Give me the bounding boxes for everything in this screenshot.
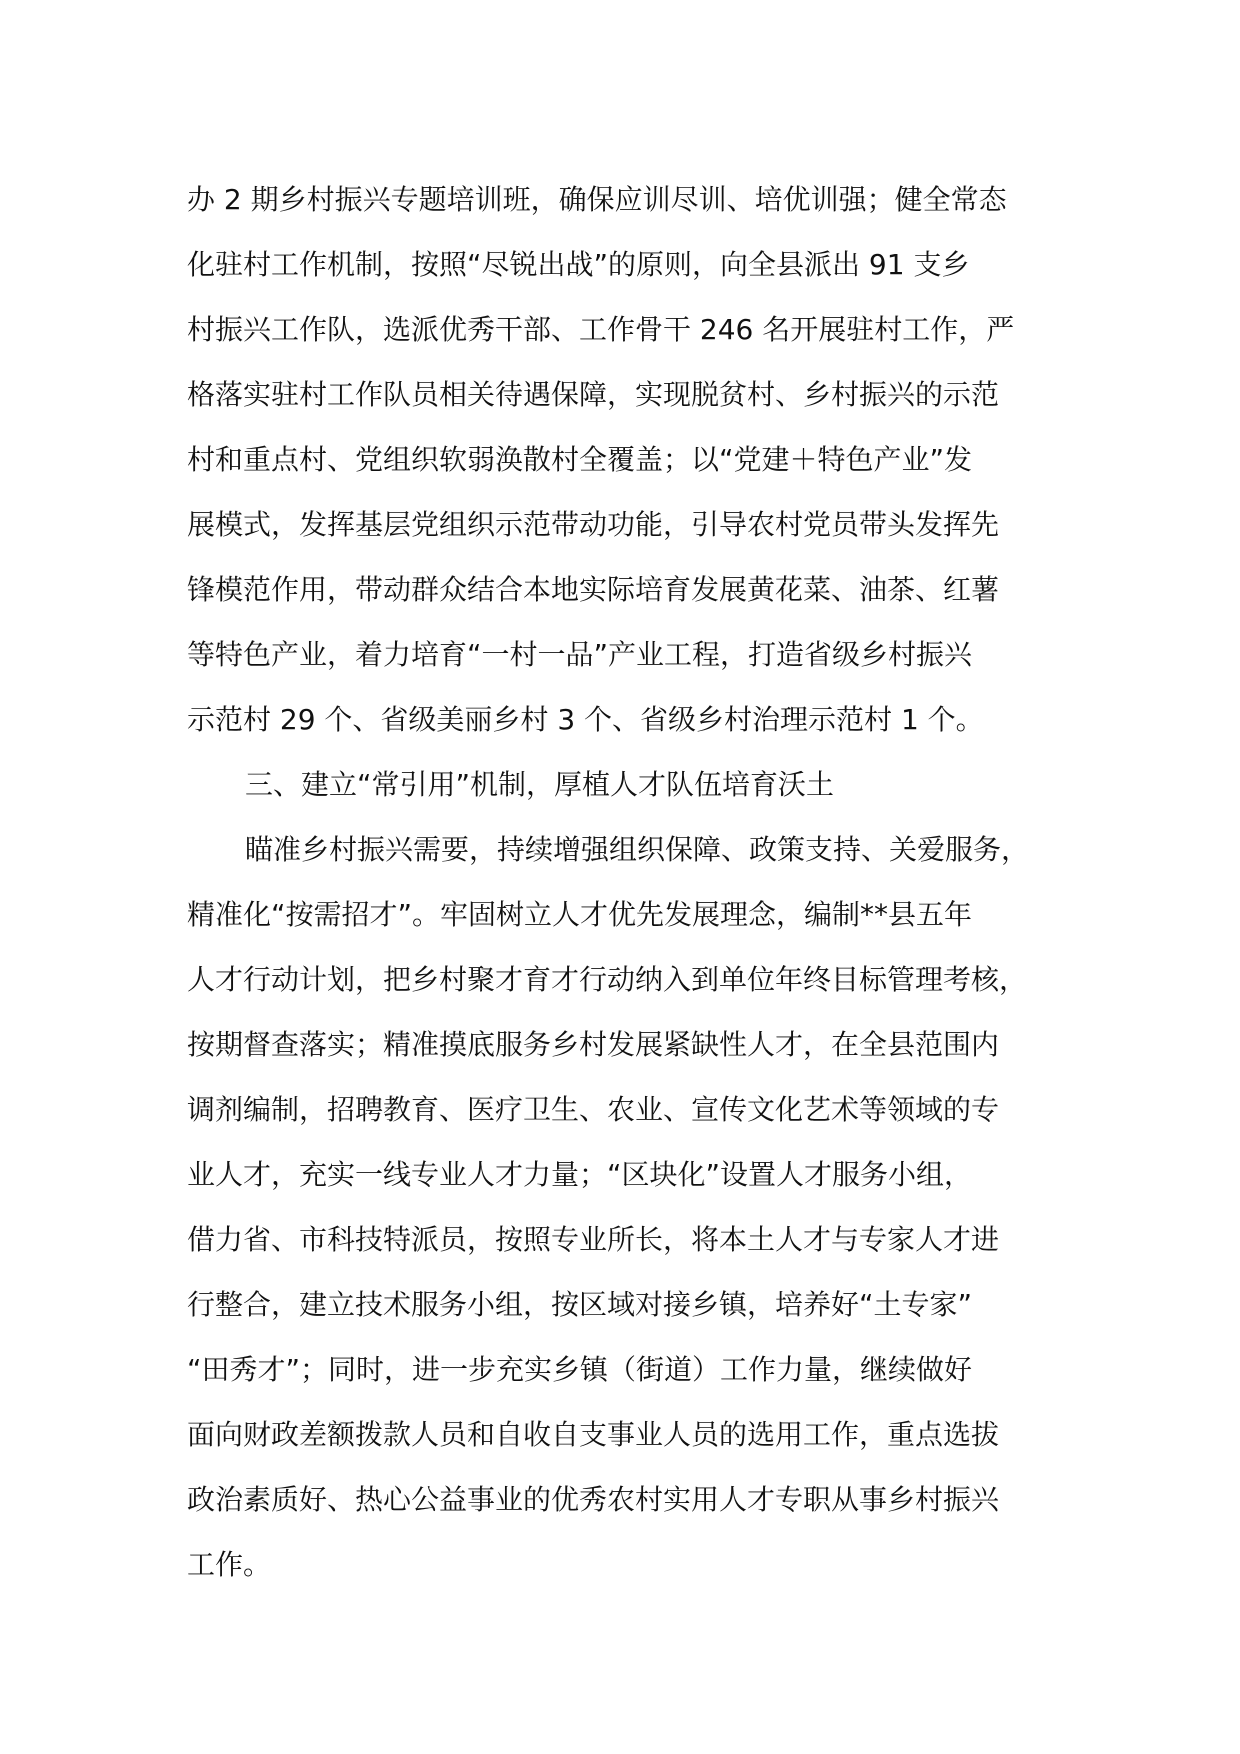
text-line: 政治素质好、热心公益事业的优秀农村实用人才专职从事乡村振兴 [187, 1483, 1000, 1516]
text-line: 行整合，建立技术服务小组，按区域对接乡镇，培养好“土专家” [187, 1288, 973, 1321]
text-line: 等特色产业，着力培育“一村一品”产业工程，打造省级乡村振兴 [187, 638, 973, 671]
text-line: 展模式，发挥基层党组织示范带动功能，引导农村党员带头发挥先 [187, 508, 1000, 541]
text-line: 格落实驻村工作队员相关待遇保障，实现脱贫村、乡村振兴的示范 [187, 378, 1000, 411]
text-line: 业人才，充实一线专业人才力量；“区块化”设置人才服务小组， [187, 1158, 973, 1191]
text-line: 化驻村工作机制，按照“尽锐出战”的原则，向全县派出 91 支乡 [187, 248, 970, 281]
text-line: 示范村 29 个、省级美丽乡村 3 个、省级乡村治理示范村 1 个。 [187, 703, 984, 736]
text-line: 人才行动计划，把乡村聚才育才行动纳入到单位年终目标管理考核， [187, 963, 1028, 996]
text-line: 工作。 [187, 1548, 272, 1581]
text-line: 精准化“按需招才”。牢固树立人才优先发展理念，编制**县五年 [187, 898, 973, 931]
text-line: 借力省、市科技特派员，按照专业所长，将本土人才与专家人才进 [187, 1223, 1000, 1256]
text-line: 锋模范作用，带动群众结合本地实际培育发展黄花菜、油茶、红薯 [187, 573, 1000, 606]
text-line: 调剂编制，招聘教育、医疗卫生、农业、宣传文化艺术等领域的专 [187, 1093, 1000, 1126]
document-body [187, 167, 1067, 1597]
text-line: 面向财政差额拨款人员和自收自支事业人员的选用工作，重点选拔 [187, 1418, 1000, 1451]
text-line: “田秀才”；同时，进一步充实乡镇（街道）工作力量，继续做好 [187, 1353, 973, 1386]
text-line: 按期督查落实；精准摸底服务乡村发展紧缺性人才，在全县范围内 [187, 1028, 1000, 1061]
text-line: 瞄准乡村振兴需要，持续增强组织保障、政策支持、关爱服务， [245, 833, 1030, 866]
text-line: 村振兴工作队，选派优秀干部、工作骨干 246 名开展驻村工作，严 [187, 313, 1015, 346]
section-heading: 三、建立“常引用”机制，厚植人才队伍培育沃土 [245, 768, 835, 801]
text-line: 办 2 期乡村振兴专题培训班，确保应训尽训、培优训强；健全常态 [187, 183, 1007, 216]
text-line: 村和重点村、党组织软弱涣散村全覆盖；以“党建＋特色产业”发 [187, 443, 973, 476]
